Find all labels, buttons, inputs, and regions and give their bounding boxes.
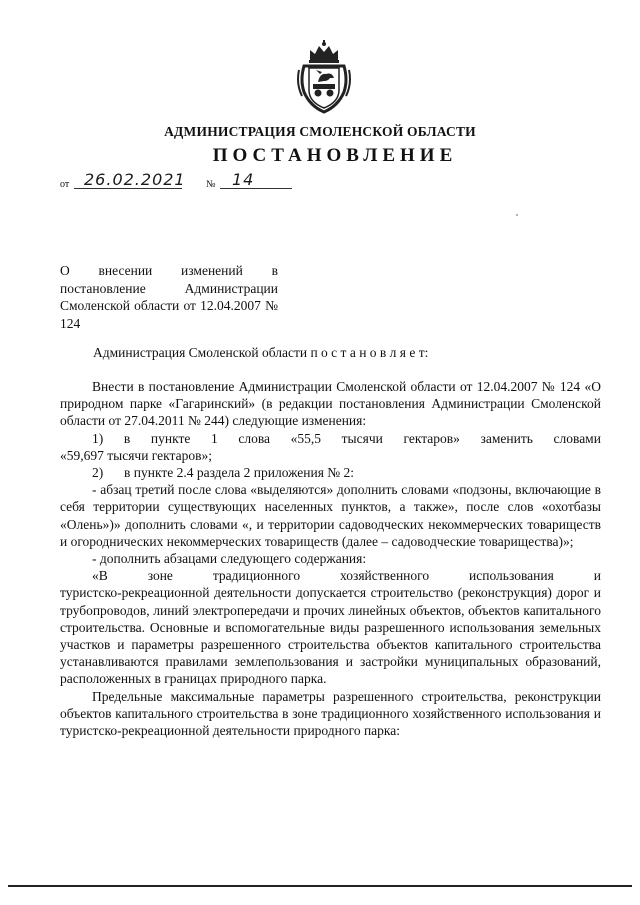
item-1-line [60, 430, 601, 447]
item-1-word: в [123, 430, 131, 446]
number-underline [220, 188, 292, 189]
quote-word: хозяйственного [340, 568, 430, 584]
quote-word: зоне [147, 568, 173, 584]
quote-first-line [60, 567, 601, 584]
paragraph-max-parameters: Предельные максимальные параметры разрешенного строительства, реконструкции объектов капитального строительства в зоне традиционного хозяйственного использования и туристско-рекреационной деятельности природного парка: [60, 688, 601, 739]
organization-name: АДМИНИСТРАЦИЯ СМОЛЕНСКОЙ ОБЛАСТИ [164, 124, 476, 139]
document-body [60, 378, 601, 739]
document-type-title: ПОСТАНОВЛЕНИЕ [212, 145, 458, 166]
item-2-text: в пункте 2.4 раздела 2 приложения № 2: [124, 465, 355, 481]
item-1-number: 1) [92, 430, 104, 446]
handwritten-date: 26.02.2021 [84, 170, 186, 189]
item-1-word: гектаров» [403, 430, 460, 446]
scan-speck [516, 214, 518, 216]
handwritten-number: 14 [232, 170, 255, 189]
date-number-line [60, 170, 300, 192]
quote-paragraph-rest: туристско-рекреационной деятельности допускается строительство (реконструкция) дорог и трубопроводов, линий электропередачи и прочих линейных объектов, объектов капитального строительства. Основные и вспомогательные виды разрешенного использования земельных участков и параметры разрешенного строительства объектов капитального строительства устанавливаются правилами землепользования и застройки муниципальных образований, расположенных в границах природного парка. [60, 585, 601, 687]
date-from-label: от [60, 179, 70, 190]
item-1-word: слова [238, 430, 271, 446]
item-1-word: пункте [150, 430, 191, 446]
smolensk-coat-of-arms-icon [296, 40, 352, 116]
item-1-word: 1 [210, 430, 218, 446]
number-label: № [206, 179, 216, 190]
item-1-word: словами [553, 430, 601, 446]
page-bottom-rule [8, 885, 632, 887]
item-1-continuation: «59,697 тысячи гектаров»; [60, 447, 212, 463]
item-1-word: тысячи [341, 430, 383, 446]
paragraph-amend-third: - абзац третий после слова «выделяются» дополнить словами «подзоны, включающие в себя территории существующих населенных пунктов, а также», после слов «охотбазы «Олень»)» дополнить словами «, и территории садоводческих некоммерческих товариществ и огороднических некоммерческих товариществ (далее – садоводческие товарищества)»; [60, 482, 601, 549]
paragraph-add-intro: - дополнить абзацами следующего содержания: [92, 551, 367, 567]
item-2-number: 2) [92, 465, 104, 481]
body-intro: Внести в постановление Администрации Смоленской области от 12.04.2007 № 124 «О природном парке «Гагаринский» (в редакции постановления Администрации Смоленской области от 27.04.2011 № 244) следующие изменения: [60, 379, 601, 429]
quote-word: использования [469, 568, 554, 584]
item-2-line [60, 464, 601, 481]
item-1-word: заменить [480, 430, 533, 446]
quote-word: и [593, 568, 601, 584]
quote-word: «В [92, 568, 108, 584]
quote-word: традиционного [212, 568, 301, 584]
document-subject: О внесении изменений в постановление Администрации Смоленской области от 12.04.2007 № 124 [60, 263, 278, 331]
item-1-word: «55,5 [290, 430, 322, 446]
decree-statement: Администрация Смоленской области п о с т а н о в л я е т: [93, 345, 429, 360]
